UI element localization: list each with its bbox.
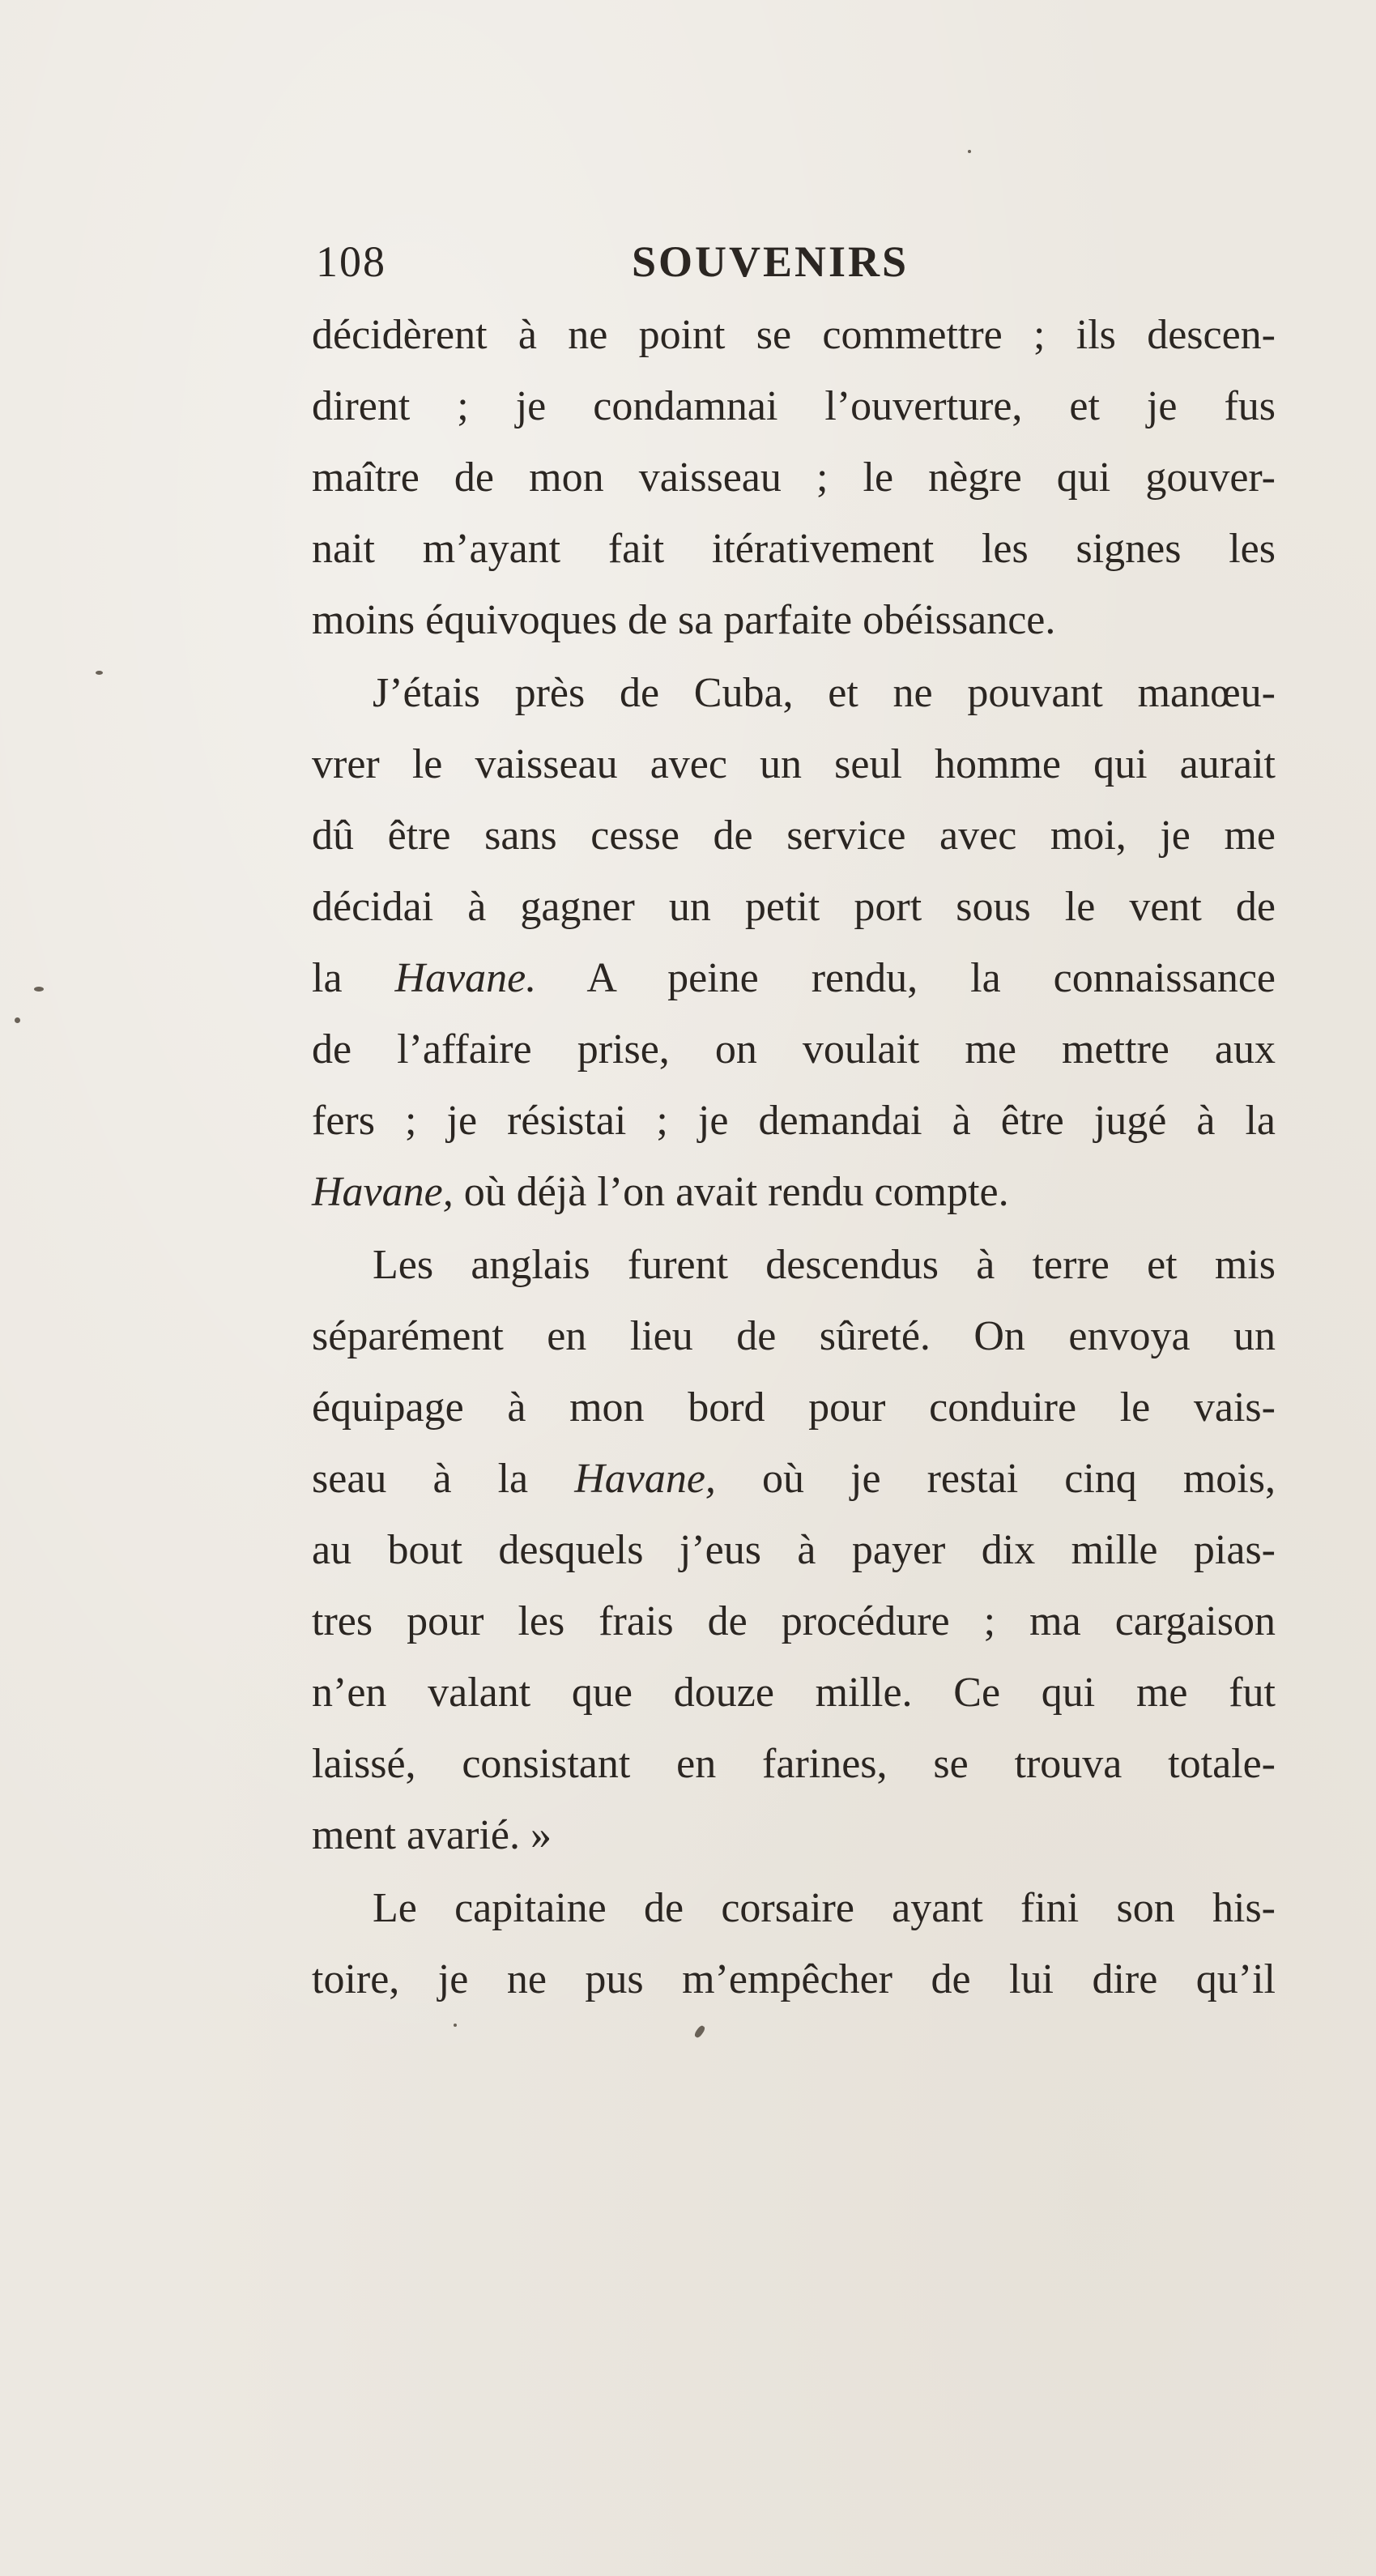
text-run: où je restai cinq mois, <box>715 1456 1276 1502</box>
text-line: de l’affaire prise, on voulait me mettre aux <box>312 1026 1276 1073</box>
running-head <box>316 233 948 290</box>
text-run: où déjà l’on avait rendu compte. <box>453 1169 1009 1215</box>
text-line: fers ; je résistai ; je demandai à être jugé à la <box>312 1098 1276 1144</box>
text-line: maître de mon vaisseau ; le nègre qui gouver- <box>312 454 1276 501</box>
text-line: décidai à gagner un petit port sous le vent de <box>312 884 1276 930</box>
italic-place-name: Havane, <box>312 1169 454 1215</box>
text-run: A peine rendu, la connaissance <box>536 955 1276 1001</box>
text-line: dû être sans cesse de service avec moi, je me <box>312 812 1276 859</box>
paper-speck <box>454 2024 457 2027</box>
paragraph-last-line: moins équivoques de sa parfaite obéissance. <box>312 597 1056 643</box>
paragraph-first-line: Les anglais furent descendus à terre et mis <box>373 1242 1276 1288</box>
paragraph-first-line: Le capitaine de corsaire ayant fini son his- <box>373 1885 1276 1931</box>
paper-speck <box>15 1017 20 1023</box>
text-line <box>312 1444 1276 1515</box>
text-run: seau à la <box>312 1456 575 1502</box>
text-line: vrer le vaisseau avec un seul homme qui aurait <box>312 741 1276 787</box>
text-line: au bout desquels j’eus à payer dix mille pias- <box>312 1527 1276 1573</box>
text-line: toire, je ne pus m’empêcher de lui dire qu’il <box>312 1956 1276 2002</box>
running-title: SOUVENIRS <box>632 237 910 286</box>
text-line: n’en valant que douze mille. Ce qui me fut <box>312 1670 1276 1716</box>
paragraph-last-line <box>312 1157 1276 1228</box>
text-line: dirent ; je condamnai l’ouverture, et je fus <box>312 383 1276 429</box>
paper-speck <box>968 150 971 153</box>
paper-speck <box>96 671 103 675</box>
text-line <box>312 943 1276 1014</box>
paper-speck <box>34 987 44 992</box>
body-text <box>312 300 1276 2015</box>
text-line: décidèrent à ne point se commettre ; ils descen- <box>312 312 1276 358</box>
italic-place-name: Havane, <box>574 1456 716 1502</box>
paper-speck <box>693 2024 706 2039</box>
text-run: la <box>312 955 395 1001</box>
text-line: équipage à mon bord pour conduire le vais- <box>312 1384 1276 1431</box>
text-line: laissé, consistant en farines, se trouva totale- <box>312 1741 1276 1787</box>
text-line: séparément en lieu de sûreté. On envoya un <box>312 1313 1276 1359</box>
text-line: tres pour les frais de procédure ; ma cargaison <box>312 1598 1276 1644</box>
paragraph-first-line: J’étais près de Cuba, et ne pouvant manœu- <box>373 670 1276 716</box>
paragraph-last-line: ment avarié. » <box>312 1812 552 1858</box>
text-line: nait m’ayant fait itérativement les signes les <box>312 526 1276 572</box>
page-number: 108 <box>316 237 386 286</box>
italic-place-name: Havane. <box>394 955 537 1001</box>
